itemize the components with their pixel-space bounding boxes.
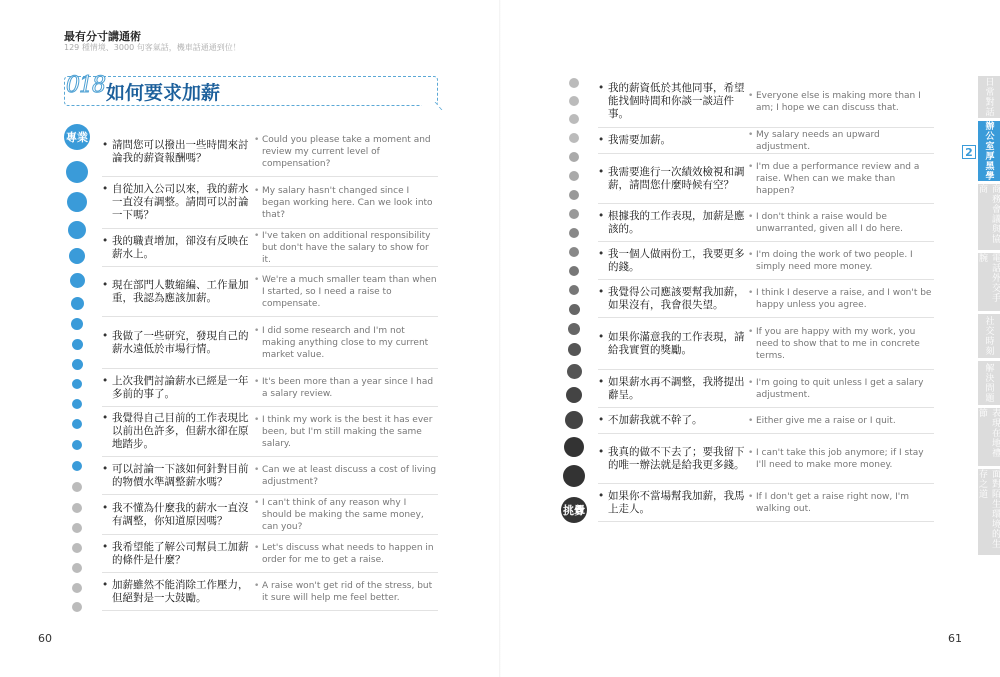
phrase-row xyxy=(598,484,934,522)
scale-dot xyxy=(569,152,579,162)
phrase-chinese: • 我真的做不下去了；要我留下的唯一辦法就是給我更多錢。 xyxy=(598,446,748,472)
chapter-tab[interactable]: 日常對話 xyxy=(978,76,1000,118)
phrase-english: • We're a much smaller team than when I started, so I need a raise to compensate. xyxy=(254,274,438,310)
scale-dot xyxy=(72,543,82,553)
scale-dot xyxy=(569,171,579,181)
chapter-tab[interactable]: 電話外交手腕 xyxy=(978,253,1000,311)
phrase-chinese: • 現在部門人數縮編、工作量加重，我認為應該加薪。 xyxy=(102,279,254,305)
phrase-english: • I'm going to quit unless I get a salary adjustment. xyxy=(748,377,934,401)
phrase-chinese: • 根據我的工作表現，加薪是應該的。 xyxy=(598,210,748,236)
phrase-chinese: • 我的職責增加，卻沒有反映在薪水上。 xyxy=(102,235,254,261)
scale-dot xyxy=(72,399,82,409)
phrase-row xyxy=(598,280,934,318)
scale-dot xyxy=(569,304,580,315)
phrase-chinese: • 我覺得公司應該要幫我加薪，如果沒有，我會很失望。 xyxy=(598,286,748,312)
phrase-english: • I can't think of any reason why I should be making the same money, can you? xyxy=(254,497,438,533)
scale-dot xyxy=(568,323,580,335)
chapter-tab-active[interactable]: 辦公室厚黑學 xyxy=(978,121,1000,181)
scale-dot xyxy=(67,192,87,212)
chapter-tab[interactable]: 面對陌生環境的生存之道 xyxy=(978,469,1000,555)
scale-dot xyxy=(565,411,583,429)
phrase-chinese: • 如果你不當場幫我加薪，我馬上走人。 xyxy=(598,490,748,516)
phrase-row xyxy=(598,434,934,484)
scale-dot xyxy=(569,78,579,88)
scale-bottom-badge: 挑釁 xyxy=(561,497,587,523)
phrase-english: • I don't think a raise would be unwarranted, given all I do here. xyxy=(748,211,934,235)
scale-dot xyxy=(569,114,579,124)
scale-dot xyxy=(567,364,582,379)
scale-dot xyxy=(72,461,82,471)
scale-top-badge: 專業 xyxy=(64,124,90,150)
phrase-english: • If you are happy with my work, you need to show that to me in concrete terms. xyxy=(748,326,934,362)
phrase-english: • My salary needs an upward adjustment. xyxy=(748,129,934,153)
phrase-row xyxy=(598,76,934,128)
scale-dot xyxy=(569,247,579,257)
scale-dot xyxy=(569,133,579,143)
phrase-row xyxy=(102,267,438,317)
scale-dot xyxy=(72,440,82,450)
chapter-tab[interactable]: 解決問題 xyxy=(978,361,1000,405)
phrase-chinese: • 可以討論一下該如何針對目前的物價水準調整薪水嗎？ xyxy=(102,463,254,489)
scale-dot xyxy=(72,563,82,573)
chapter-tab[interactable]: 商務會議與協商 xyxy=(978,184,1000,250)
phrase-chinese: • 自從加入公司以來，我的薪水一直沒有調整。請問可以討論一下嗎？ xyxy=(102,183,254,222)
phrase-chinese: • 我希望能了解公司幫員工加薪的條件是什麼？ xyxy=(102,541,254,567)
scale-dot xyxy=(569,209,579,219)
phrase-chinese: • 我不懂為什麼我的薪水一直沒有調整，你知道原因嗎？ xyxy=(102,502,254,528)
phrase-row xyxy=(102,127,438,177)
phrase-row xyxy=(102,317,438,369)
phrase-chinese: • 不加薪我就不幹了。 xyxy=(598,414,748,427)
phrase-english: • Could you please take a moment and review my current level of compensation? xyxy=(254,134,438,170)
phrase-chinese: • 我覺得自己目前的工作表現比以前出色許多，但薪水卻在原地踏步。 xyxy=(102,412,254,451)
page-number-right: 61 xyxy=(948,632,962,645)
phrase-chinese: • 我需要進行一次績效檢視和調薪，請問您什麼時候有空？ xyxy=(598,166,748,192)
chapter-number-badge: 2 xyxy=(962,145,976,159)
scale-dot xyxy=(71,297,84,310)
phrase-row xyxy=(102,573,438,611)
phrase-row xyxy=(598,154,934,204)
phrase-english: • Either give me a raise or I quit. xyxy=(748,415,934,427)
phrase-english: • I can't take this job anymore; if I stay I'll need to make more money. xyxy=(748,447,934,471)
scale-dot xyxy=(71,318,83,330)
scale-dot xyxy=(569,96,579,106)
scale-dot xyxy=(564,437,584,457)
phrase-chinese: • 我一個人做兩份工，我要更多的錢。 xyxy=(598,248,748,274)
scale-dot xyxy=(569,190,579,200)
scale-dot xyxy=(69,248,85,264)
scale-dot xyxy=(66,161,88,183)
scale-dot xyxy=(566,387,582,403)
phrase-chinese: • 我需要加薪。 xyxy=(598,134,748,147)
chapter-tab[interactable]: 表現在地禮節 xyxy=(978,408,1000,466)
phrase-english: • I've taken on additional responsibility but don't have the salary to show for it. xyxy=(254,230,438,266)
phrase-row xyxy=(102,407,438,457)
scale-dot xyxy=(568,343,581,356)
scale-dot xyxy=(569,228,579,238)
scale-dot xyxy=(68,221,86,239)
phrase-row xyxy=(102,177,438,229)
phrase-chinese: • 如果薪水再不調整，我將提出辭呈。 xyxy=(598,376,748,402)
scale-dot xyxy=(72,583,82,593)
scale-dot xyxy=(72,482,82,492)
phrase-english: • It's been more than a year since I had a salary review. xyxy=(254,376,438,400)
phrase-english: • I think I deserve a raise, and I won't be happy unless you agree. xyxy=(748,287,934,311)
phrase-row xyxy=(102,229,438,267)
scale-dot xyxy=(563,465,585,487)
scale-dot xyxy=(569,266,579,276)
phrase-row xyxy=(598,370,934,408)
phrase-chinese: • 如果你滿意我的工作表現，請給我實質的獎勵。 xyxy=(598,331,748,357)
phrase-english: • A raise won't get rid of the stress, but it sure will help me feel better. xyxy=(254,580,438,604)
phrase-row xyxy=(102,535,438,573)
phrase-row xyxy=(598,408,934,434)
book-spine xyxy=(499,0,501,677)
scale-dot xyxy=(72,419,82,429)
scale-dot xyxy=(72,503,82,513)
phrase-row xyxy=(598,128,934,154)
phrase-chinese: • 我做了一些研究，發現自己的薪水遠低於市場行情。 xyxy=(102,330,254,356)
phrase-chinese: • 請問您可以撥出一些時間來討論我的薪資報酬嗎？ xyxy=(102,139,254,165)
scale-dot xyxy=(72,339,83,350)
phrase-english: • I think my work is the best it has ever been, but I'm still making the same salary. xyxy=(254,414,438,450)
phrase-english: • I'm doing the work of two people. I simply need more money. xyxy=(748,249,934,273)
scale-dot xyxy=(70,273,85,288)
phrase-chinese: • 我的薪資低於其他同事，希望能找個時間和你談一談這件事。 xyxy=(598,82,748,121)
scale-dot xyxy=(72,602,82,612)
phrase-chinese: • 上次我們討論薪水已經是一年多前的事了。 xyxy=(102,375,254,401)
phrase-english: • If I don't get a raise right now, I'm walking out. xyxy=(748,491,934,515)
phrase-chinese: • 加薪雖然不能消除工作壓力，但絕對是一大鼓勵。 xyxy=(102,579,254,605)
book-title: 最有分寸講通術 xyxy=(64,30,141,43)
scale-dot xyxy=(72,379,82,389)
scale-dot xyxy=(569,285,579,295)
phrase-english: • I did some research and I'm not making anything close to my current market value. xyxy=(254,325,438,361)
phrase-row xyxy=(598,242,934,280)
phrase-english: • Can we at least discuss a cost of living adjustment? xyxy=(254,464,438,488)
phrase-row xyxy=(102,457,438,495)
section-number: 018 xyxy=(66,73,105,98)
book-subtitle: 129 種情境、3000 句客氣話，機車話通通到位！ xyxy=(64,43,241,52)
phrase-row xyxy=(102,369,438,407)
chapter-tab[interactable]: 社交時刻 xyxy=(978,314,1000,358)
scale-dot xyxy=(72,523,82,533)
phrase-english: • My salary hasn't changed since I began working here. Can we look into that? xyxy=(254,185,438,221)
section-title: 如何要求加薪 xyxy=(106,82,221,104)
scale-dot xyxy=(72,359,83,370)
phrase-english: • I'm due a performance review and a raise. When can we make than happen? xyxy=(748,161,934,197)
page-number-left: 60 xyxy=(38,632,52,645)
phrase-row xyxy=(102,495,438,535)
phrase-english: • Everyone else is making more than I am; I hope we can discuss that. xyxy=(748,90,934,114)
phrase-row xyxy=(598,204,934,242)
phrase-row xyxy=(598,318,934,370)
phrase-english: • Let's discuss what needs to happen in order for me to get a raise. xyxy=(254,542,438,566)
